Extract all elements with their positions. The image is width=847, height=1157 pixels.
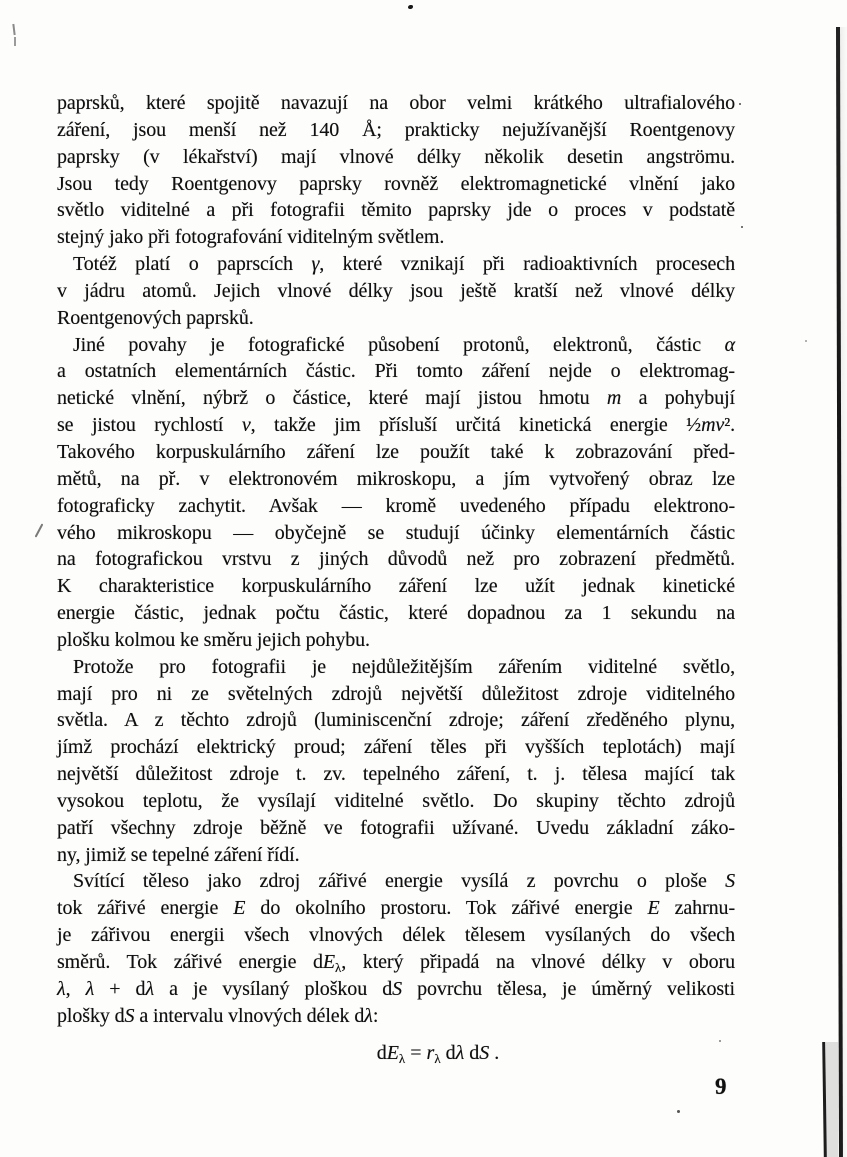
text-line: světlo viditelné a při fotografii těmito paprsky jde o proces v podstatě bbox=[57, 199, 735, 222]
scan-speck-right-margin bbox=[805, 340, 807, 342]
text-line: mětů, na př. v elektronovém mikroskopu, a jím vytvořený obraz lze bbox=[57, 467, 735, 490]
text-line: směrů. Tok zářivé energie $dE_\lambda$, který připadá na vlnové délky v oboru bbox=[57, 951, 735, 975]
text-line: Jiné povahy je fotografické působení protonů, elektronů, částic α bbox=[73, 333, 735, 356]
text-line: je zářivou energii všech vlnových délek tělesem vysílaných do všech bbox=[57, 924, 735, 947]
text-line: Jsou tedy Roentgenovy paprsky rovněž elektromagnetické vlnění jako bbox=[57, 172, 735, 195]
scan-speck-line1-end bbox=[739, 103, 741, 105]
text-line: K charakteristice korpuskulárního záření lze užít jednak kinetické bbox=[57, 575, 735, 598]
text-line: světla. A z těchto zdrojů (luminiscenční zdroje; záření zředěného plynu, bbox=[57, 709, 735, 732]
text-line: netické vlnění, nýbrž o částice, které mají jistou hmotu m a pohybují bbox=[57, 387, 736, 410]
text-line: Roentgenových paprsků. bbox=[57, 306, 254, 329]
scan-slash-mark bbox=[35, 523, 44, 537]
text-line: stejný jako při fotografování viditelným světlem. bbox=[57, 226, 445, 249]
scan-gutter-line-secondary bbox=[822, 1042, 826, 1157]
paragraph bbox=[57, 868, 735, 1029]
text-line: v jádru atomů. Jejich vlnové délky jsou ještě kratší než vlnové délky bbox=[57, 279, 735, 302]
scan-gutter-shading bbox=[826, 1042, 838, 1157]
text-line: vysokou teplotu, že vysílají viditelné světlo. Do skupiny těchto zdrojů bbox=[57, 789, 735, 812]
text-block bbox=[57, 90, 735, 1030]
text-line: Totéž platí o paprscích γ, které vznikají při radioaktivních procesech bbox=[73, 253, 735, 276]
text-line: záření, jsou menší než 140 Å; prakticky nejužívanější Roentgenovy bbox=[57, 118, 735, 141]
text-line: největší důležitost zdroje t. zv. tepelného záření, t. j. tělesa mající tak bbox=[57, 763, 735, 786]
text-line: λ, λ + dλ a je vysílaný ploškou dS povrchu tělesa, je úměrný velikosti bbox=[57, 977, 735, 1000]
formula-radiant-flux: $dE_\lambda = r_\lambda$ dλ dS . bbox=[376, 1042, 500, 1066]
text-line: Svítící těleso jako zdroj zářivé energie vysílá z povrchu o ploše S bbox=[73, 870, 735, 893]
scan-gutter-line-main bbox=[836, 27, 843, 1157]
text-line: se jistou rychlostí v, takže jim přísluší určitá kinetická energie ½mv². bbox=[57, 414, 736, 437]
text-line: paprsků, které spojitě navazují na obor velmi krátkého ultrafialového bbox=[57, 92, 735, 114]
text-line: plošku kolmou ke směru jejich pohybu. bbox=[57, 628, 370, 651]
text-line: Protože pro fotografii je nejdůležitějším zářením viditelné světlo, bbox=[73, 655, 735, 678]
scan-speck-line5-end bbox=[741, 226, 743, 228]
text-line: na fotografickou vrstvu z jiných důvodů než pro zobrazení předmětů. bbox=[57, 548, 735, 571]
text-line: plošky dS a intervalu vlnových délek dλ: bbox=[57, 1004, 379, 1027]
scan-mark-left-lower bbox=[14, 37, 16, 46]
paragraph bbox=[57, 90, 735, 251]
paragraph bbox=[57, 332, 735, 654]
text-line: fotograficky zachytit. Avšak — kromě uvedeného případu elektrono- bbox=[57, 494, 735, 517]
scan-mark-left-upper bbox=[12, 24, 15, 35]
scan-speck-top bbox=[408, 5, 413, 9]
text-line: jímž prochází elektrický proud; záření těles při vyšších teplotách) mají bbox=[57, 736, 735, 759]
text-line: Takového korpuskulárního záření lze použít také k zobrazování před- bbox=[57, 440, 735, 463]
text-line: vého mikroskopu — obyčejně se studují účinky elementárních částic bbox=[57, 521, 735, 544]
text-line: mají pro ni ze světelných zdrojů největší důležitost zdroje viditelného bbox=[57, 682, 735, 705]
text-line: ny, jimiž se tepelné záření řídí. bbox=[57, 843, 300, 866]
text-line: tok zářivé energie E do okolního prostoru. Tok zářivé energie E zahrnu- bbox=[57, 897, 735, 920]
text-line: a ostatních elementárních částic. Při tomto záření nejde o elektromag- bbox=[57, 360, 735, 383]
text-line: paprsky (v lékařství) mají vlnové délky několik desetin angströmu. bbox=[57, 145, 735, 168]
page-number: 9 bbox=[715, 1074, 727, 1099]
scan-speck-near-page-number bbox=[677, 1110, 680, 1113]
text-line: patří všechny zdroje běžně ve fotografii užívané. Uvedu základní záko- bbox=[57, 816, 735, 839]
scan-edge-shading bbox=[840, 27, 847, 1157]
text-line: energie částic, jednak počtu částic, které dopadnou za 1 sekundu na bbox=[57, 602, 735, 625]
paragraph bbox=[57, 251, 735, 332]
paragraph bbox=[57, 654, 735, 869]
